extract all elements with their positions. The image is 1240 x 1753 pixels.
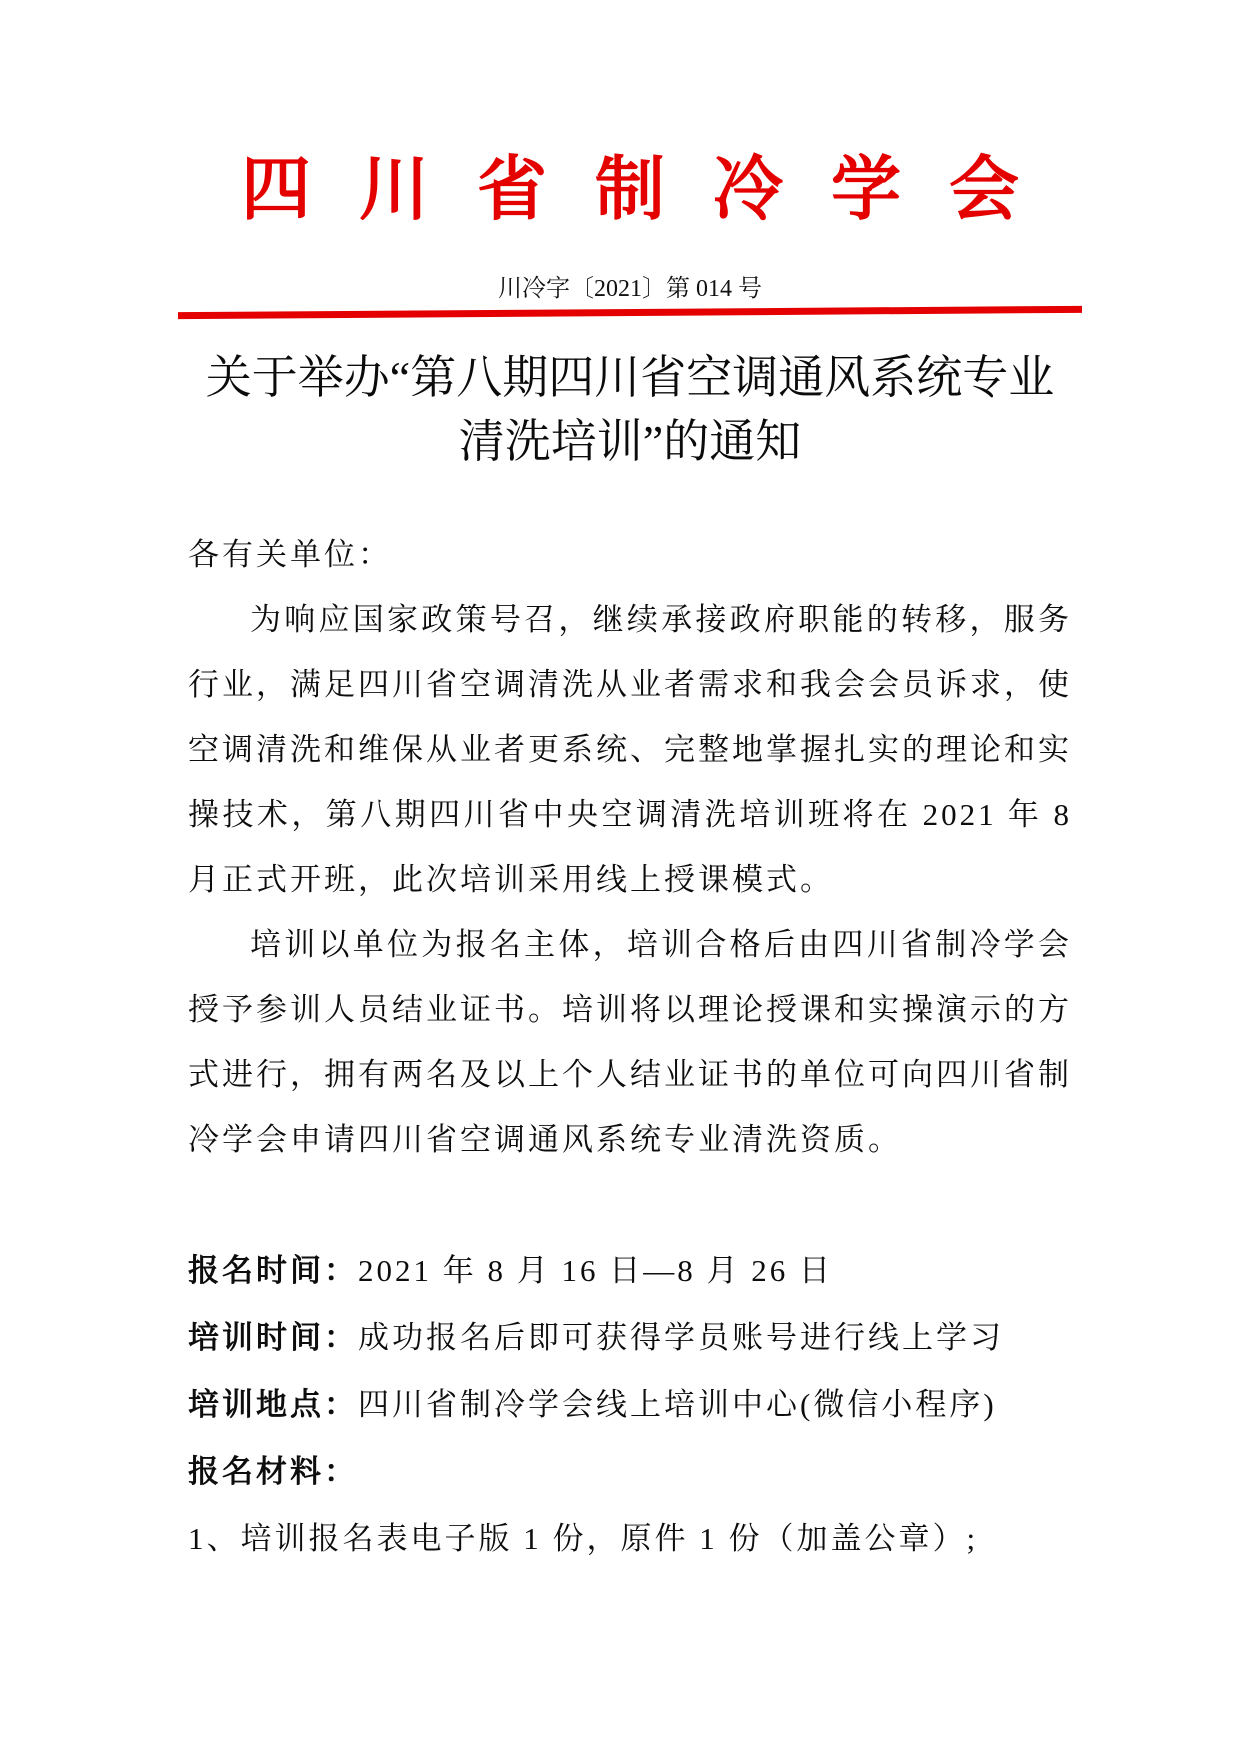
signup-time-value: 2021 年 8 月 16 日—8 月 26 日 bbox=[358, 1253, 833, 1288]
info-line-training-time bbox=[188, 1304, 1072, 1371]
notice-title-line1: 关于举办“第八期四川省空调通风系统专业 bbox=[205, 352, 1055, 403]
blank-line-spacer bbox=[188, 1172, 1072, 1237]
training-location-label: 培训地点： bbox=[188, 1387, 358, 1422]
info-line-training-location bbox=[188, 1371, 1072, 1438]
materials-list-item-1: 1、培训报名表电子版 1 份，原件 1 份（加盖公章）; bbox=[188, 1521, 979, 1556]
signup-materials-label: 报名材料： bbox=[188, 1454, 358, 1489]
body-text-block bbox=[188, 522, 1072, 1172]
org-title bbox=[188, 152, 1072, 230]
training-time-value: 成功报名后即可获得学员账号进行线上学习 bbox=[358, 1320, 1004, 1355]
info-line-signup-time bbox=[188, 1237, 1072, 1304]
notice-title bbox=[188, 346, 1072, 474]
info-line-signup-materials bbox=[188, 1438, 1072, 1505]
signup-time-label: 报名时间： bbox=[188, 1253, 358, 1288]
red-divider-line bbox=[178, 306, 1082, 319]
training-location-value: 四川省制冷学会线上培训中心(微信小程序) bbox=[358, 1387, 997, 1422]
notice-title-line2: 清洗培训”的通知 bbox=[458, 416, 802, 467]
org-title-text: 四川省制冷学会 bbox=[241, 152, 1067, 229]
training-time-label: 培训时间： bbox=[188, 1320, 358, 1355]
paragraph-1: 为响应国家政策号召，继续承接政府职能的转移，服务行业，满足四川省空调清洗从业者需求和我会会员诉求，使空调清洗和维保从业者更系统、完整地掌握扎实的理论和实操技术，第八期四川省中央空调清洗培训班将在 2021 年 8 月正式开班，此次培训采用线上授课模式。 bbox=[188, 602, 1072, 897]
salutation: 各有关单位： bbox=[188, 537, 392, 572]
doc-number: 川冷字〔2021〕第 014 号 bbox=[498, 276, 762, 302]
paragraph-2: 培训以单位为报名主体，培训合格后由四川省制冷学会授予参训人员结业证书。培训将以理论授课和实操演示的方式进行，拥有两名及以上个人结业证书的单位可向四川省制冷学会申请四川省空调通风系统专业清洗资质。 bbox=[188, 927, 1072, 1157]
info-block bbox=[188, 1237, 1072, 1572]
